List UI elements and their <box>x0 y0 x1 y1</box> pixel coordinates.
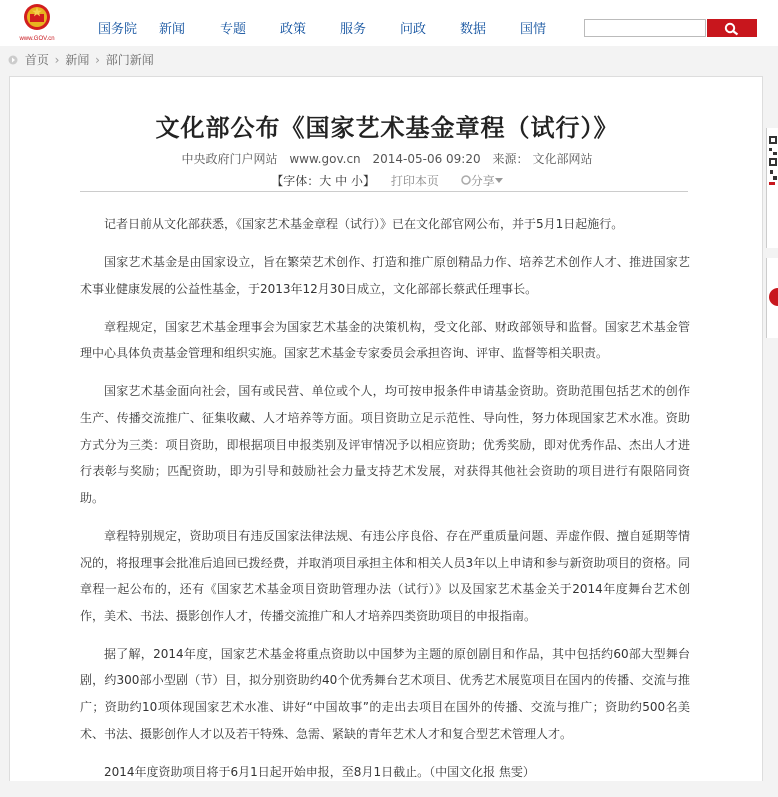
share-button[interactable] <box>461 174 503 188</box>
article-paragraph: 2014年度资助项目将于6月1日起开始申报，至8月1日截止。（中国文化报 焦雯） <box>104 764 535 779</box>
share-icon <box>461 175 471 185</box>
font-medium-button[interactable]: 中 <box>335 174 348 188</box>
nav-item-national-info[interactable]: 国情 <box>520 22 547 37</box>
article-meta <box>10 150 764 167</box>
side-qr-panel[interactable] <box>766 128 778 248</box>
search-icon <box>724 22 740 36</box>
site-url: www.gov.cn <box>289 152 361 166</box>
article-paragraph: 章程特别规定，资助项目有违反国家法律法规、有违公序良俗、存在严重质量问题、弄虚作假、擅自延期等情况的，将报理事会批准后追回已拨经费，并取消项目承担主体和相关人员3年以上申请和参与新资助项目的资格。同章程一起公布的，还有《国家艺术基金项目资助管理办法（试行）》以及国家艺术基金关于2014年度舞台艺术创作，美术、书法、摄影创作人才，传播交流推广和人才培养四类资助项目的申报指南。 <box>80 528 690 623</box>
nav-item-policy[interactable]: 政策 <box>280 22 307 37</box>
source-label: 来源： <box>492 152 529 166</box>
article-paragraph: 记者日前从文化部获悉，《国家艺术基金章程（试行）》已在文化部官网公布，并于5月1日起施行。 <box>104 217 624 231</box>
breadcrumb-news[interactable]: 新闻 <box>65 53 90 67</box>
font-large-button[interactable]: 大 <box>319 174 332 188</box>
source-name: 文化部网站 <box>532 152 593 166</box>
font-small-button[interactable]: 小 <box>350 174 363 188</box>
float-badge-icon <box>767 282 778 312</box>
print-page-link[interactable]: 打印本页 <box>390 174 439 188</box>
search-input[interactable] <box>584 19 706 37</box>
side-float-panel[interactable] <box>766 258 778 338</box>
article-paragraph: 国家艺术基金是由国家设立，旨在繁荣艺术创作、打造和推广原创精品力作、培养艺术创作人才、推进国家艺术事业健康发展的公益性基金，于2013年12月30日成立，文化部部长蔡武任理事长。 <box>80 255 690 296</box>
article-paragraph: 据了解，2014年度，国家艺术基金将重点资助以中国梦为主题的原创剧目和作品，其中包括约60部大型舞台剧，约300部小型剧（节）目，拟分别资助约40个优秀舞台艺术项目、优秀艺术展览项目在国内的传播、交流与推广；资助约10项体现国家艺术水准、讲好“中国故事”的走出去项目在国外的传播、交流与推广；资助约500名美术、书法、摄影创作人才以及若干特殊、急需、紧缺的青年艺术人才和复合型艺术管理人才。 <box>80 646 690 741</box>
breadcrumb <box>8 51 154 69</box>
breadcrumb-home[interactable]: 首页 <box>24 53 49 67</box>
article-paragraph: 章程规定，国家艺术基金理事会为国家艺术基金的决策机构，受文化部、财政部领导和监督。国家艺术基金管理中心具体负责基金管理和组织实施。国家艺术基金专家委员会承担咨询、评审、监督等相关职责。 <box>80 319 690 361</box>
breadcrumb-separator: › <box>54 53 60 67</box>
article-title: 文化部公布《国家艺术基金章程（试行）》 <box>155 113 619 142</box>
source-site: 中央政府门户网站 <box>181 152 278 166</box>
nav-item-news[interactable]: 新闻 <box>159 22 186 37</box>
nav-item-data[interactable]: 数据 <box>460 22 487 37</box>
nav-item-state-council[interactable]: 国务院 <box>98 22 138 37</box>
nav-item-inquiry[interactable]: 问政 <box>400 22 427 37</box>
article-body <box>80 211 690 797</box>
breadcrumb-separator: › <box>95 53 100 67</box>
article-paragraph: 国家艺术基金面向社会，国有或民营、单位或个人，均可按申报条件申请基金资助。资助范围包括艺术的创作生产、传播交流推广、征集收藏、人才培养等方面。项目资助立足示范性、导向性，努力体现国家艺术水准。资助方式分为三类：项目资助，即根据项目申报类别及评审情况予以相应资助；优秀奖励，即对优秀作品、杰出人才进行表彰与奖励；匹配资助，即为引导和鼓励社会力量支持艺术发展，对获得其他社会资助的项目进行有限陪同资助。 <box>80 384 690 505</box>
divider <box>80 191 688 192</box>
share-label: 分享 <box>470 174 495 188</box>
nav-item-topics[interactable]: 专题 <box>220 22 247 37</box>
article-container <box>9 76 763 781</box>
svg-text:www.GOV.cn: www.GOV.cn <box>19 36 55 42</box>
publish-datetime: 2014-05-06 09:20 <box>372 152 481 166</box>
font-size-label: 【字体： <box>271 174 320 188</box>
arrow-icon <box>8 55 18 65</box>
font-size-close: 】 <box>363 174 376 188</box>
search-button[interactable] <box>707 19 757 37</box>
chevron-down-icon <box>495 178 503 184</box>
site-header <box>0 0 778 46</box>
breadcrumb-department-news[interactable]: 部门新闻 <box>105 53 154 67</box>
qr-code-icon <box>767 134 778 194</box>
nav-item-services[interactable]: 服务 <box>340 22 367 37</box>
article-tools <box>10 172 764 189</box>
national-emblem-logo[interactable] <box>14 2 60 42</box>
